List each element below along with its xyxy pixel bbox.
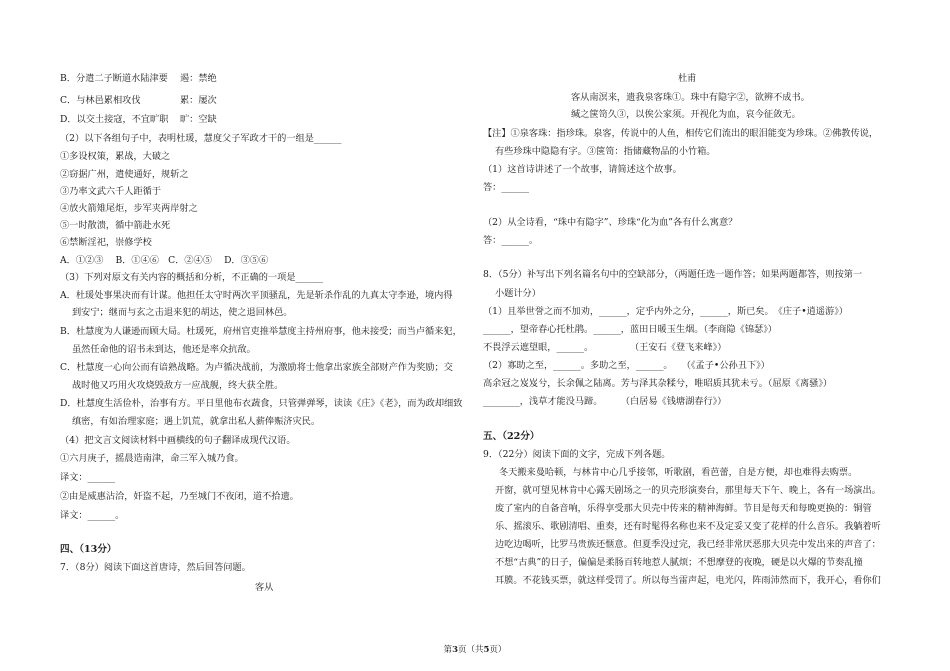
footer-total-pages: 5 (483, 645, 490, 655)
question-7-1-answer: 答：______ (483, 182, 529, 193)
passage-line-6: 不想“古典”的日子，偏偏是柔肠百转地惹人腻烦；不想摩登的夜晚，硬是以火爆的节奏乱撞 (495, 557, 863, 568)
poem-author: 杜甫 (678, 73, 697, 84)
question-2-item-6: ⑥禁断淫祀，崇修学校 (60, 237, 152, 248)
option-c-line: C．与林邑累相攻伐 (60, 95, 141, 106)
question-8-line-1: （1）且举世誉之而不加劝，______，定乎内外之分，______，斯已矣。 《庄子•逍遥游》） (483, 306, 848, 317)
question-4-sentence-2: ②由是威惠沾洽，奸盗不起，乃至城门不夜闭，道不拾遗。 (60, 491, 299, 502)
passage-line-2: 开窗，就可望见林肯中心露天剧场之一的贝壳形演奏台，那里每天下午、晚上，各有一场演出。 (495, 485, 881, 496)
question-3-option-a: A．杜瑗处事果决而有计谋。他担任太守时两次平顶骚乱，先是斩杀作乱的九真太守李逊，境内得 (60, 290, 453, 301)
question-2-choices: A．①②③ B．①④⑥ C．②④⑤ D．③⑤⑥ (60, 255, 269, 266)
question-2-item-5: ⑤一时散溃，循中箭赴水死 (60, 220, 171, 231)
poem-note: 【注】①泉客珠：指珍珠。泉客，传说中的人鱼，相传它们流出的眼泪能变为珍珠。②佛教传说， (483, 128, 879, 139)
question-3-option-b: B．杜慧度为人谦逊而顾大局。杜瑗死，府州官吏推举慧度主持州府事，他未接受；而当卢循来犯， (60, 326, 462, 337)
question-3-option-d-cont: 缜密，有如治理家庭；遇上饥荒，就拿出私人薪俸赈济灾民。 (72, 416, 321, 427)
question-8-line-4: （2）寡助之至，______。多助之至，______。 （《孟子•公孙丑下》） (483, 360, 770, 371)
question-4-answer-1: 译文：______ (60, 472, 116, 483)
question-3-stem: （3）下列对原文有关内容的概括和分析，不正确的一项是______ (60, 272, 324, 283)
question-8-line-2: ______，望帝春心托杜鹃。______，蓝田日暖玉生烟。（李商隐《锦瑟》） (483, 324, 777, 335)
question-7-2-answer: 答：______。 (483, 235, 539, 246)
question-3-option-d: D．杜慧度生活俭朴，治事有方。平日里他布衣蔬食，只管弹弹琴，读读《庄》《老》，而为政却细致 (60, 398, 463, 409)
question-4-stem: （4）把文言文阅读材料中画横线的句子翻译成现代汉语。 (60, 435, 296, 446)
passage-line-1: 冬天搬来曼哈顿，与林肯中心几乎接邻，听歌剧，看芭蕾，自是方便，却也难得去购票。 (499, 467, 858, 478)
question-2-item-4: ④放火箭雉尾炬，步军夹两岸射之 (60, 203, 198, 214)
passage-line-3: 废了室内的自备音响，乐得享受那大贝壳中传来的精神海鲜。节目是每天和每晚更换的：铜管 (495, 503, 872, 514)
option-d-line: D．以交土接寇，不宜旷职 (60, 114, 169, 125)
question-2-item-2: ②窃据广州，遣使通好，规斩之 (60, 169, 189, 180)
footer-prefix: 第 (443, 645, 453, 655)
question-8-line-5: 高余冠之岌岌兮，长余佩之陆离。芳与泽其杂糅兮，唯昭质其犹未亏。（屈原《离骚》） (483, 378, 833, 389)
section-5-heading: 五、（22分） (483, 431, 540, 442)
question-3-option-c-cont: 战时他又巧用火攻烧毁敌方一应战舰，终大获全胜。 (72, 380, 284, 391)
question-3-option-c: C．杜慧度一心向公而有谙熟战略。为卢循决战前，为激励将士他拿出家族全部财产作为奖励；交 (60, 362, 453, 373)
question-9-stem: 9．（22分）阅读下面的文字，完成下列各题。 (483, 449, 671, 460)
poem-note-cont: 有些珍珠中隐隐有字。③箧笥：指储藏物品的小竹箱。 (495, 146, 716, 157)
poem-line-2: 缄之箧笥久③，以俟公家须。开视化为血，哀今征敛无。 (571, 109, 801, 120)
footer-middle: 页（共 (457, 645, 484, 655)
option-c-gloss: 累：屡次 (180, 95, 217, 106)
question-2-item-3: ③乃率文武六千人距循于 (60, 186, 162, 197)
question-7-stem: 7．（8分）阅读下面这首唐诗，然后回答问题。 (60, 562, 251, 573)
question-4-sentence-1: ①六月庚子，摇晨造南津，命三军入城乃食。 (60, 453, 244, 464)
footer-suffix: 页） (489, 645, 507, 655)
page-footer (0, 643, 950, 655)
option-b-line: B．分遣二子断道水陆津要 (60, 73, 168, 84)
question-8-line-6: ________，浅草才能没马蹄。 （白居易《钱塘湖春行》） (483, 396, 727, 407)
question-4-answer-2: 译文：______。 (60, 510, 125, 521)
footer-page-number: 3 (452, 645, 458, 655)
poem-title: 客从 (255, 582, 274, 593)
section-4-heading: 四、（13分） (60, 544, 117, 555)
question-7-2-stem: （2）从全诗看，“珠中有隐字”、珍珠“化为血”各有什么寓意？ (483, 217, 738, 228)
passage-line-4: 乐、摇滚乐、歌剧清唱、重奏，还有时髦得名称也来不及定妥又变了花样的什么音乐。我躺着听 (495, 521, 881, 532)
passage-line-7: 耳膜。不花钱买票，就这样受罚了。所以每当雷声起，电光闪，阵雨沛然而下，我开心，看你们 (495, 575, 881, 586)
question-8-stem-cont: 小题计分） (495, 288, 541, 299)
option-d-gloss: 旷：空缺 (180, 114, 217, 125)
question-3-option-b-cont: 虽然任命他的诏书未到达，他还是率众抗敌。 (72, 344, 256, 355)
question-3-option-a-cont: 到安宁；继而与玄之击退来犯的胡达，使之退回林邑。 (72, 307, 293, 318)
poem-line-1: 客从南溟来，遗我泉客珠①。珠中有隐字②，欲辨不成书。 (571, 92, 810, 103)
passage-line-5: 边吃边喝听，比罗马贵族还惬意。但夏季没过完，我已经非常厌恶那大贝壳中发出来的声音了： (495, 539, 881, 550)
option-b-gloss: 遏：禁绝 (180, 73, 217, 84)
question-7-1-stem: （1）这首诗讲述了一个故事，请简述这个故事。 (483, 164, 682, 175)
question-2-item-1: ①多设权策，累战，大破之 (60, 151, 171, 162)
question-2-stem: （2）以下各组句子中，表明杜瑗，慧度父子军政才干的一组是______ (60, 133, 342, 144)
question-8-line-3: 不畏浮云遮望眼，______。 （王安石《登飞来峰》） (483, 342, 727, 353)
question-8-stem: 8．（5分）补写出下列名篇名句中的空缺部分，（两题任选一题作答；如果两题都答，则按第一 (483, 269, 863, 280)
